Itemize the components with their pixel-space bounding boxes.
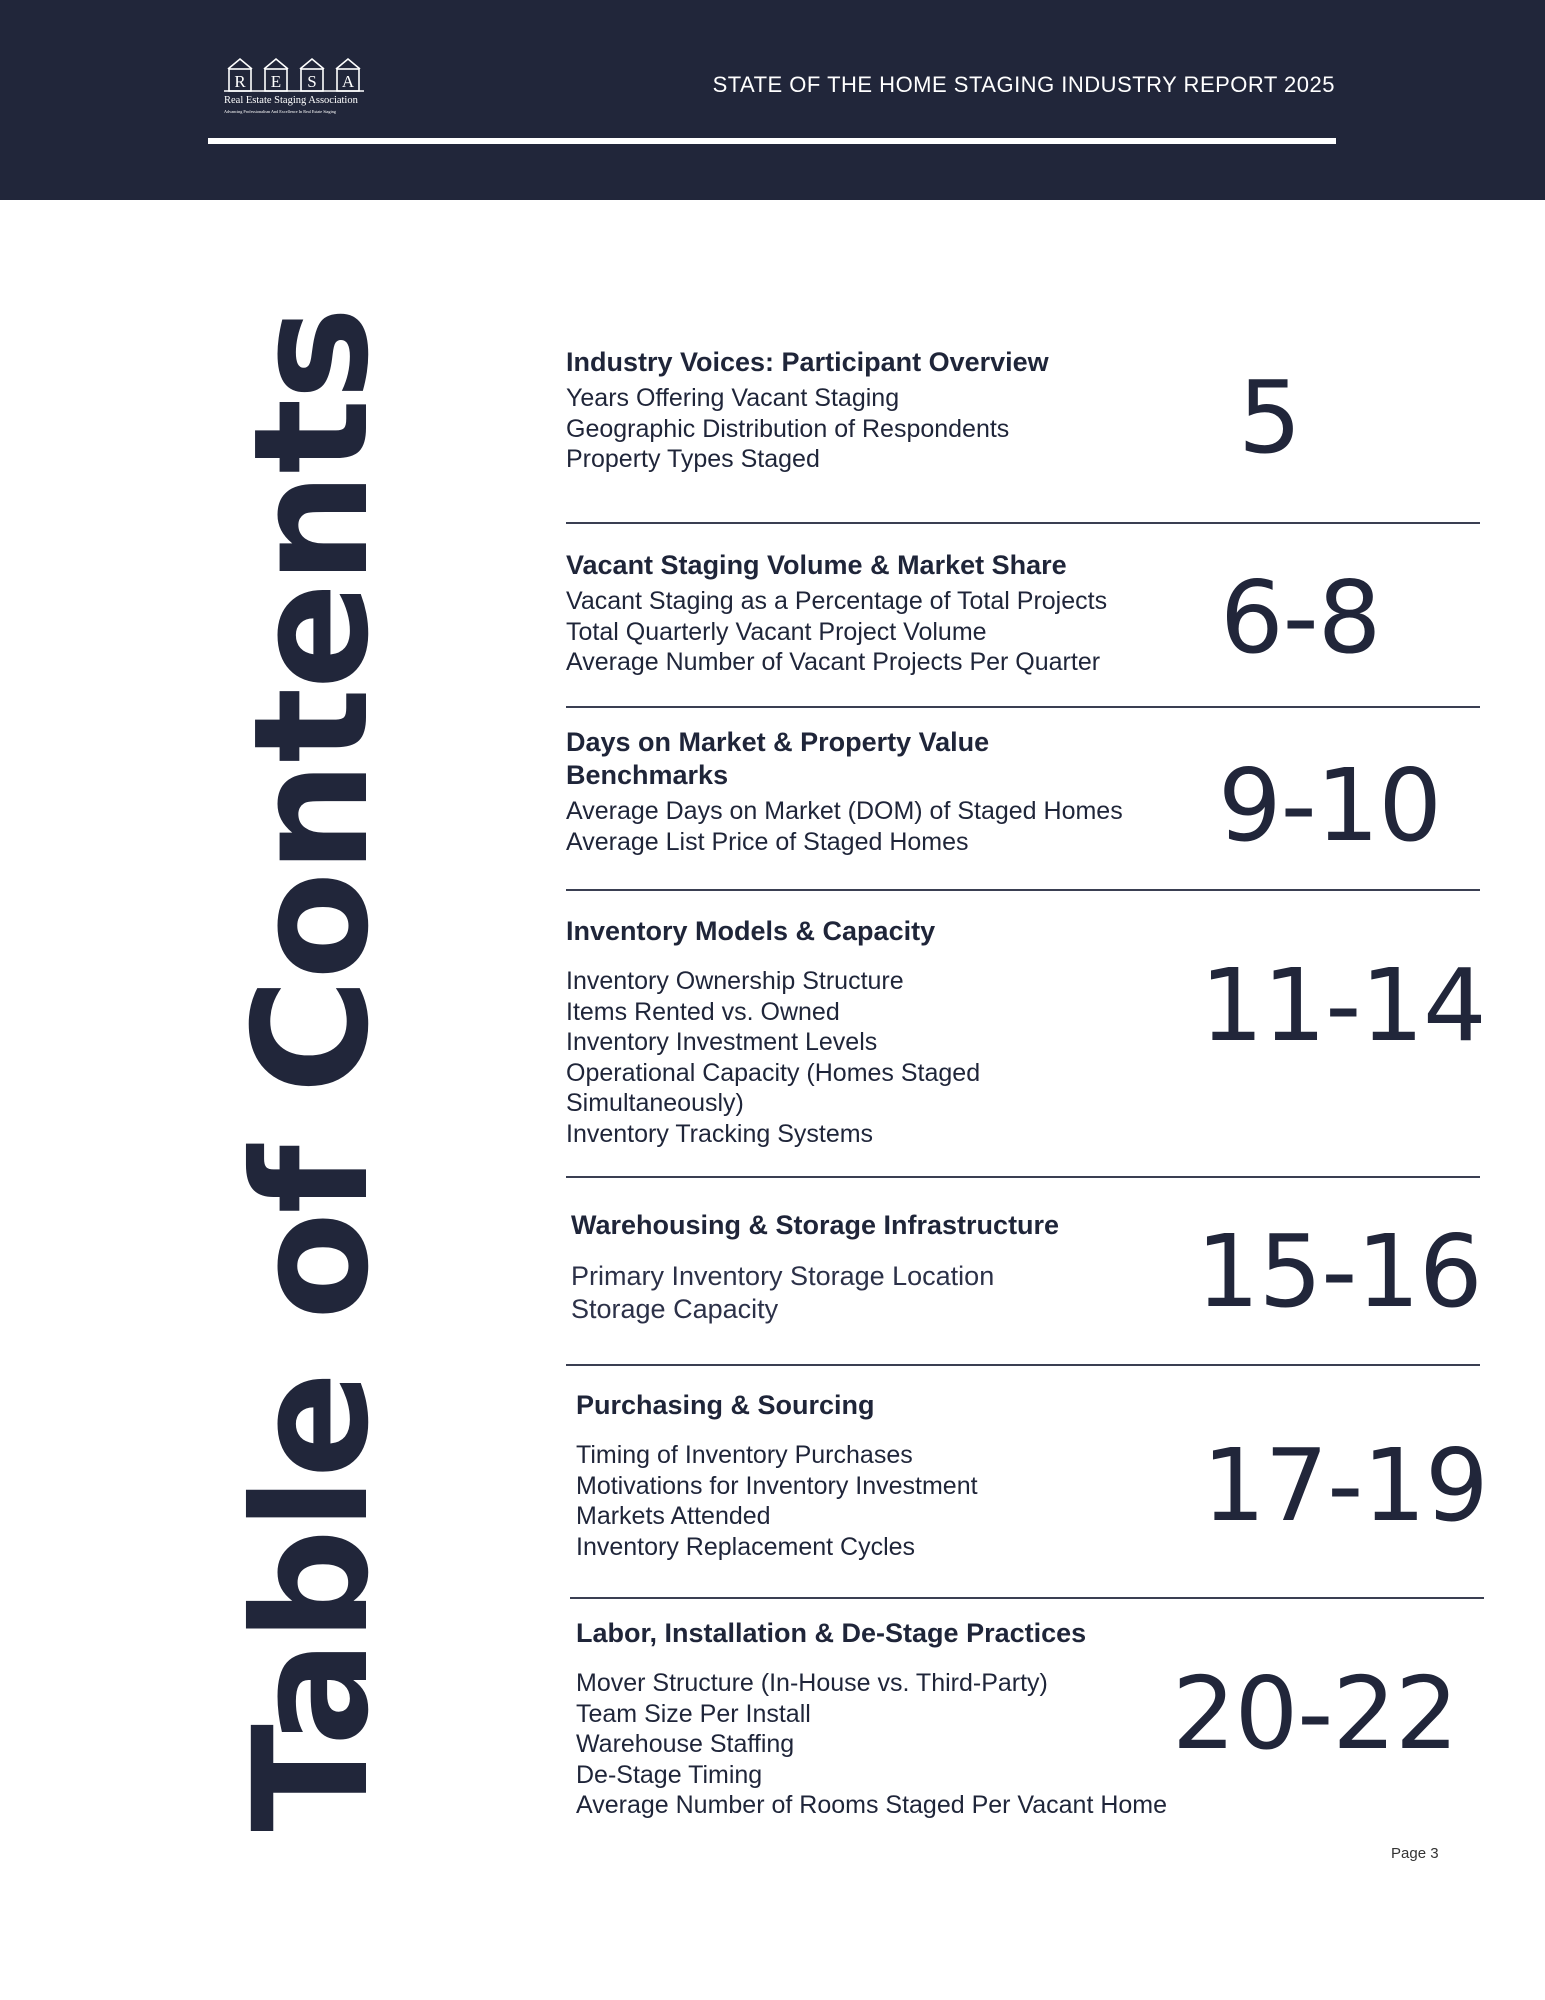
header-divider — [208, 138, 1336, 144]
toc-section-participant-overview[interactable] — [566, 346, 1480, 475]
page-range[interactable]: 17-19 — [1202, 1427, 1488, 1544]
logo-letter-a: A — [341, 72, 355, 91]
list-item: Inventory Investment Levels — [566, 1028, 878, 1056]
list-item: Markets Attended — [576, 1502, 771, 1530]
logo-letter-r: R — [234, 72, 246, 91]
section-items — [566, 966, 1156, 1149]
page-range[interactable]: 9-10 — [1218, 747, 1441, 864]
section-items — [576, 1440, 1166, 1562]
list-item: Inventory Tracking Systems — [566, 1119, 874, 1148]
logo-letter-s: S — [307, 72, 317, 91]
page-range[interactable]: 5 — [1238, 359, 1301, 476]
section-items — [566, 796, 1156, 857]
report-title: STATE OF THE HOME STAGING INDUSTRY REPORT 2025 — [712, 72, 1335, 97]
list-item: Warehouse Staffing — [576, 1730, 795, 1758]
list-item: Inventory Ownership Structure — [566, 967, 904, 995]
list-item: Geographic Distribution of Respondents — [566, 414, 1010, 443]
page-number: Page 3 — [1391, 1845, 1439, 1862]
section-heading: Inventory Models & Capacity — [566, 916, 936, 946]
list-item: Items Rented vs. Owned — [566, 997, 840, 1026]
list-item: Motivations for Inventory Investment — [576, 1471, 978, 1500]
list-item: Property Types Staged — [566, 445, 820, 473]
list-item: Inventory Replacement Cycles — [576, 1532, 916, 1561]
section-heading: Industry Voices: Participant Overview — [566, 347, 1049, 377]
logo-letter-e: E — [270, 72, 282, 91]
section-divider — [566, 1176, 1480, 1178]
section-items — [566, 383, 1156, 475]
section-divider — [566, 706, 1480, 708]
list-item: Team Size Per Install — [576, 1699, 811, 1728]
page-range[interactable]: 6-8 — [1220, 559, 1381, 676]
section-items — [566, 586, 1156, 678]
section-heading: Vacant Staging Volume & Market Share — [566, 550, 1067, 580]
list-item: Operational Capacity (Homes Staged Simultaneously) — [566, 1058, 981, 1117]
list-item: Total Quarterly Vacant Project Volume — [566, 617, 987, 646]
list-item: Years Offering Vacant Staging — [566, 384, 900, 412]
list-item: Average Number of Rooms Staged Per Vacant Home — [576, 1791, 1168, 1819]
resa-logo — [224, 55, 374, 117]
section-heading: Purchasing & Sourcing — [576, 1390, 875, 1420]
section-divider — [566, 889, 1480, 891]
page-title: Table of Contents — [220, 308, 404, 1832]
section-divider — [570, 1597, 1484, 1599]
section-heading: Warehousing & Storage Infrastructure — [571, 1210, 1060, 1240]
section-divider — [566, 522, 1480, 524]
list-item: Average Number of Vacant Projects Per Quarter — [566, 648, 1101, 676]
list-item: Storage Capacity — [571, 1294, 779, 1324]
list-item: Average Days on Market (DOM) of Staged Homes — [566, 797, 1123, 825]
page-range[interactable]: 20-22 — [1172, 1655, 1458, 1772]
section-heading: Labor, Installation & De-Stage Practices — [576, 1618, 1087, 1648]
page-range[interactable]: 11-14 — [1200, 947, 1486, 1064]
logo-name: Real Estate Staging Association — [224, 95, 358, 106]
logo-tagline: Advancing Professionalism And Excellence In Real Estate Staging — [224, 109, 336, 114]
header-band — [0, 0, 1545, 200]
list-item: De-Stage Timing — [576, 1760, 763, 1789]
list-item: Average List Price of Staged Homes — [566, 827, 969, 856]
section-items — [571, 1260, 1161, 1326]
section-divider — [566, 1364, 1480, 1366]
section-heading: Days on Market & Property Value Benchmarks — [566, 727, 990, 790]
section-items — [576, 1668, 1216, 1821]
list-item: Primary Inventory Storage Location — [571, 1261, 995, 1291]
list-item: Vacant Staging as a Percentage of Total Projects — [566, 587, 1108, 615]
list-item: Mover Structure (In-House vs. Third-Party) — [576, 1669, 1048, 1697]
page-range[interactable]: 15-16 — [1196, 1213, 1482, 1330]
list-item: Timing of Inventory Purchases — [576, 1441, 913, 1469]
page-title-container — [220, 290, 404, 1850]
